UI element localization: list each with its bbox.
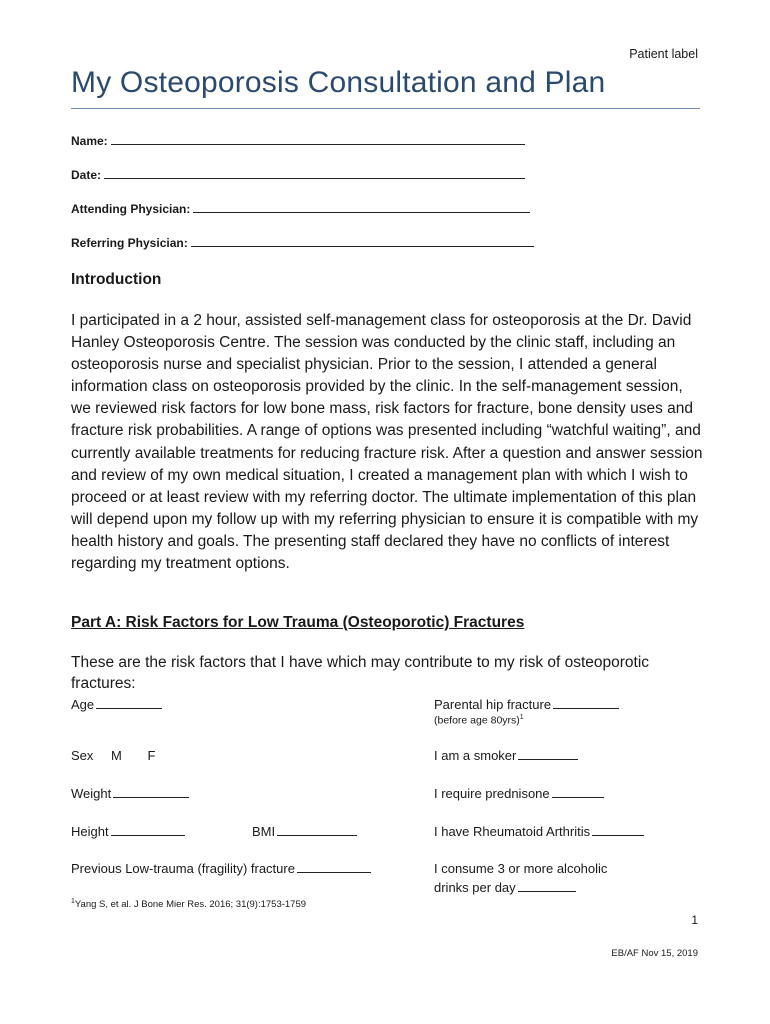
rheumatoid-arthritis-label: I have Rheumatoid Arthritis [434, 824, 591, 839]
footnote-marker: 1 [71, 898, 75, 905]
height-label: Height [71, 824, 109, 839]
smoker-line[interactable] [518, 748, 578, 760]
footnote [71, 898, 306, 910]
introduction-heading: Introduction [71, 271, 162, 288]
age-label: Age [71, 697, 95, 712]
prednisone-label: I require prednisone [434, 786, 550, 801]
bmi-field[interactable] [252, 824, 357, 839]
parental-hip-label: Parental hip fracture [434, 697, 552, 712]
part-a-heading: Part A: Risk Factors for Low Trauma (Osteoporotic) Fractures [71, 614, 525, 631]
age-line[interactable] [96, 697, 162, 709]
introduction-body: I participated in a 2 hour, assisted self-management class for osteoporosis at the Dr. David Hanley Osteoporosis Centre. The session was conducted by the clinic staff, including an osteoporosis nurse and specialist physician. Prior to the session, I attended a general information class on osteoporosis provided by the clinic. In the self-management session, we reviewed risk factors for low bone mass, risk factors for fracture, bone density uses and fracture risk probabilities. A range of options was presented including “watchful waiting”, and currently available treatments for reducing fracture risk. After a question and answer session and review of my own medical situation, I created a management plan with which I wish to proceed or at least review with my referring doctor. The ultimate implementation of this plan will depend upon my follow up with my referring physician to ensure it is compatible with my health history and goals. The presenting staff declared they have no conflicts of interest regarding my treatment options. [71, 312, 703, 573]
date-label: Date: [71, 168, 102, 182]
parental-hip-footnote-ref: 1 [519, 714, 524, 721]
date-line[interactable] [104, 168, 525, 179]
parental-hip-note-text: (before age 80yrs) [434, 714, 520, 727]
height-line[interactable] [111, 824, 185, 836]
patient-label: Patient label [629, 47, 698, 61]
parental-hip-field[interactable] [434, 697, 619, 712]
name-field[interactable] [71, 134, 525, 148]
bmi-label: BMI [252, 824, 276, 839]
attending-physician-label: Attending Physician: [71, 202, 191, 216]
title-divider [71, 108, 700, 109]
date-field[interactable] [71, 168, 525, 182]
prednisone-field[interactable] [434, 786, 604, 801]
rheumatoid-arthritis-field[interactable] [434, 824, 644, 839]
height-field[interactable] [71, 824, 185, 839]
sex-label: Sex [71, 748, 94, 763]
rheumatoid-arthritis-line[interactable] [592, 824, 644, 836]
referring-physician-label: Referring Physician: [71, 236, 188, 250]
page-number: 1 [691, 913, 698, 927]
previous-fracture-label: Previous Low-trauma (fragility) fracture [71, 861, 295, 876]
previous-fracture-line[interactable] [297, 861, 371, 873]
alcohol-label-line-2: drinks per day [434, 880, 516, 895]
sex-field[interactable] [71, 748, 155, 763]
previous-fracture-field[interactable] [71, 861, 371, 876]
referring-physician-line[interactable] [191, 236, 534, 247]
alcohol-label-line-1: I consume 3 or more alcoholic [434, 861, 608, 876]
name-label: Name: [71, 134, 108, 148]
sex-option-m[interactable]: M [111, 748, 122, 763]
parental-hip-line[interactable] [553, 697, 619, 709]
weight-label: Weight [71, 786, 112, 801]
smoker-label: I am a smoker [434, 748, 517, 763]
alcohol-line[interactable] [518, 880, 576, 892]
part-a-intro: These are the risk factors that I have which may contribute to my risk of osteoporotic fractures: [71, 654, 650, 692]
referring-physician-field[interactable] [71, 236, 534, 250]
attending-physician-field[interactable] [71, 202, 530, 216]
smoker-field[interactable] [434, 748, 578, 763]
weight-line[interactable] [113, 786, 189, 798]
weight-field[interactable] [71, 786, 189, 801]
age-field[interactable] [71, 697, 162, 712]
footnote-text: Yang S, et al. J Bone Mier Res. 2016; 31(9):1753-1759 [74, 899, 307, 911]
attending-physician-line[interactable] [193, 202, 530, 213]
sex-option-f[interactable]: F [147, 748, 156, 763]
revision-footer: EB/AF Nov 15, 2019 [611, 948, 698, 959]
name-line[interactable] [111, 134, 525, 145]
parental-hip-note [434, 714, 524, 727]
prednisone-line[interactable] [552, 786, 604, 798]
page-title: My Osteoporosis Consultation and Plan [71, 66, 606, 99]
alcohol-field[interactable] [434, 880, 576, 895]
bmi-line[interactable] [277, 824, 357, 836]
